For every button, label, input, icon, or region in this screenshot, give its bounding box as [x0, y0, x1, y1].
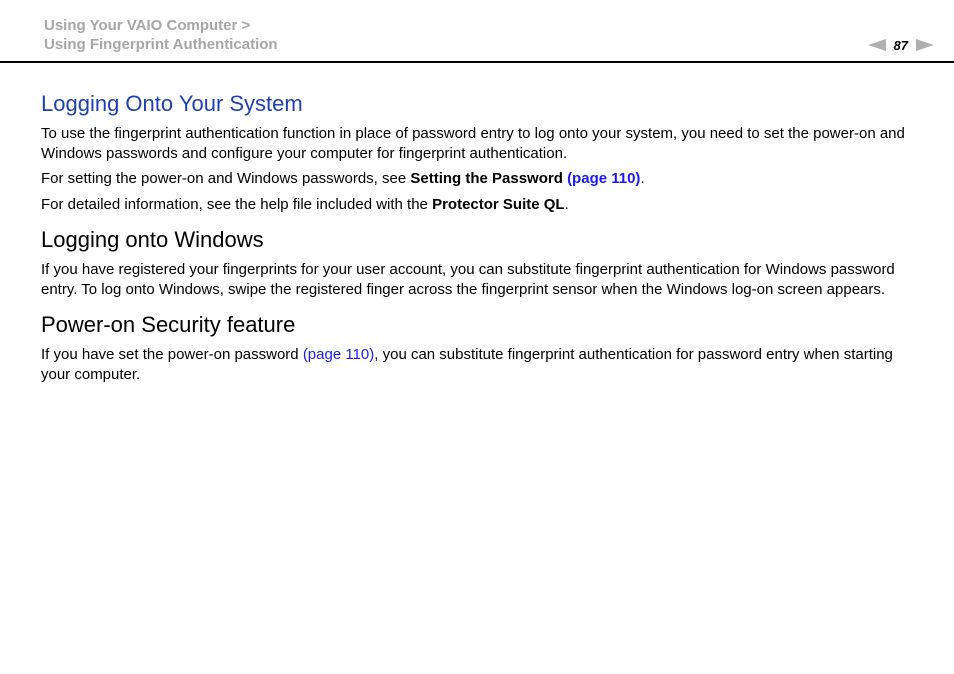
page-header — [0, 0, 954, 63]
page-link-110[interactable]: (page 110) — [567, 170, 641, 187]
triangle-left-icon[interactable] — [868, 39, 886, 51]
paragraph-text: For detailed information, see the help file included with the — [41, 195, 433, 213]
paragraph-intro: To use the fingerprint authentication function in place of password entry to log onto your system, you need to set the power-on and Windows passwords and configure your computer for fingerprint authentication. — [41, 125, 905, 162]
paragraph-text: . — [640, 170, 645, 187]
bold-term-setting-password: Setting the Password — [410, 170, 563, 187]
paragraph-windows-logon: If you have registered your fingerprints for your user account, you can substitute fingerprint authentication for Windows password entry. To log onto Windows, swipe the registered finger across the fingerprint sensor when the Windows log-on screen appears. — [41, 261, 895, 298]
section-title-logging-onto-system: Logging Onto Your System — [41, 91, 303, 116]
paragraph-power-on — [41, 345, 921, 384]
paragraph-text: , you can substitute fingerprint authentication for password entry when starting your computer. — [41, 346, 893, 383]
page-navigation — [868, 37, 934, 53]
paragraph-password-reference — [41, 169, 921, 189]
page-link-110[interactable]: (page 110) — [302, 346, 375, 363]
triangle-right-icon[interactable] — [916, 39, 934, 51]
paragraph-text: . — [564, 195, 569, 213]
paragraph-text: If you have set the power-on password — [41, 346, 303, 363]
page-number: 87 — [893, 37, 908, 53]
breadcrumb — [44, 16, 278, 54]
section-title-logging-onto-windows: Logging onto Windows — [41, 227, 264, 252]
breadcrumb-parent-link[interactable]: Using Your VAIO Computer > — [44, 17, 251, 34]
section-title-power-on-security: Power-on Security feature — [41, 312, 296, 337]
paragraph-help-reference — [41, 195, 921, 215]
breadcrumb-current: Using Fingerprint Authentication — [44, 36, 278, 53]
page-content — [41, 90, 921, 390]
paragraph-text: For setting the power-on and Windows passwords, see — [41, 170, 411, 187]
bold-term-protector-suite: Protector Suite QL — [432, 195, 565, 213]
